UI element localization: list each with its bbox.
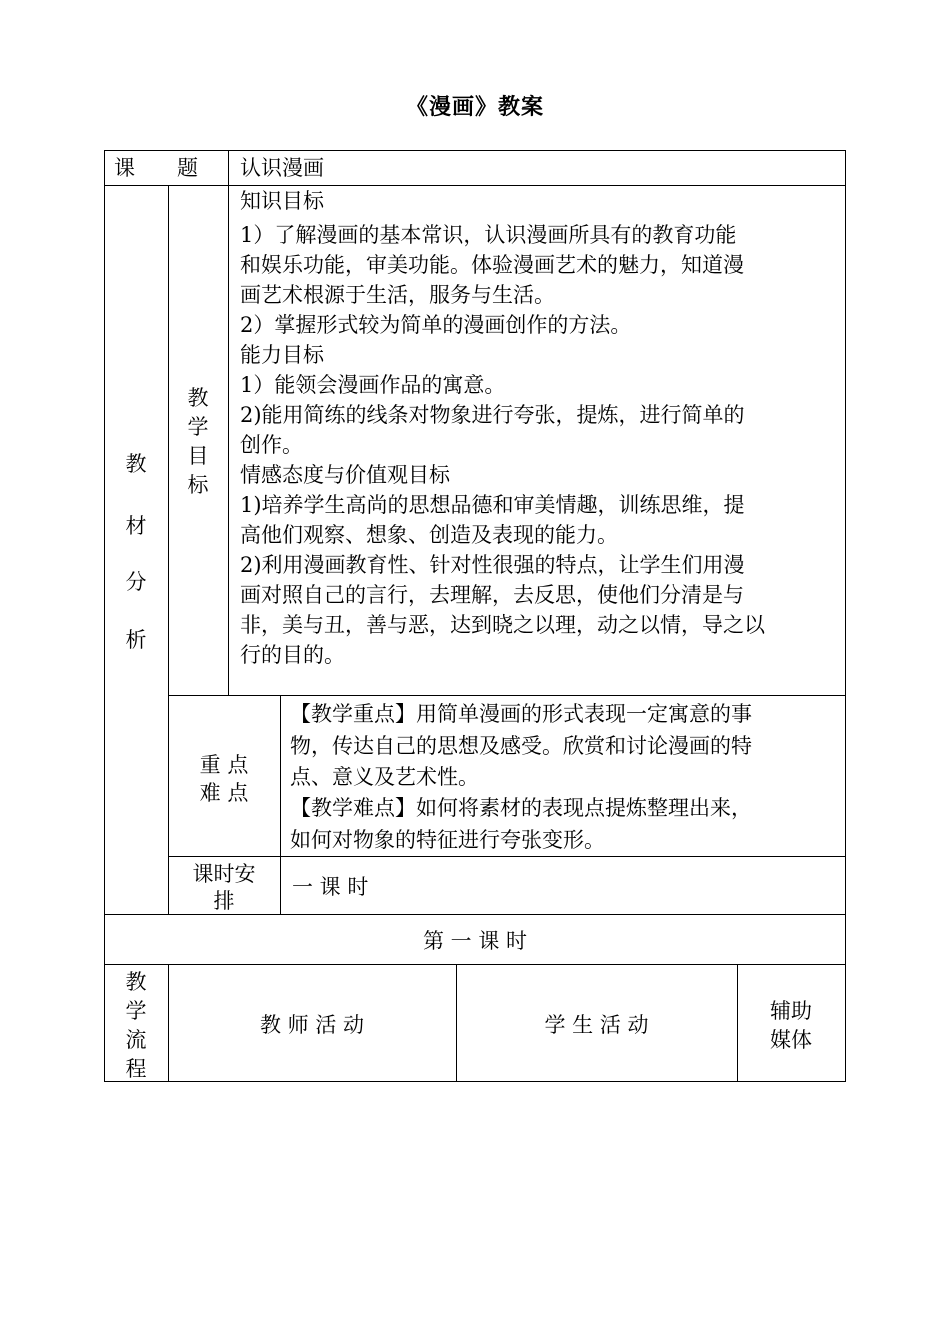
lesson-header: 第 一 课 时 <box>422 929 528 953</box>
schedule-label: 课时安 <box>192 862 256 886</box>
goals-line: 1）能领会漫画作品的寓意。 <box>240 373 506 397</box>
student-activity-header: 学 生 活 动 <box>544 1013 649 1037</box>
flow-char: 教 <box>125 970 147 994</box>
schedule-value: 一 课 时 <box>292 875 369 899</box>
subject-value: 认识漫画 <box>240 156 324 180</box>
media-header: 辅助 <box>770 999 812 1023</box>
keypoints-line: 物，传达自己的思想及感受。欣赏和讨论漫画的特 <box>290 734 752 758</box>
flow-char: 流 <box>125 1028 147 1052</box>
goals-line: 创作。 <box>240 433 303 457</box>
keypoints-label: 重 点 <box>199 753 249 777</box>
analysis-char: 分 <box>125 570 147 594</box>
goals-line: 1)培养学生高尚的思想品德和审美情趣，训练思维，提 <box>240 493 745 517</box>
goals-line: 知识目标 <box>240 189 324 213</box>
subject-label: 课 题 <box>114 156 198 180</box>
media-header: 媒体 <box>770 1028 812 1052</box>
schedule-label: 排 <box>213 889 235 913</box>
goals-line: 2)利用漫画教育性、针对性很强的特点，让学生们用漫 <box>240 553 745 577</box>
goals-line: 2）掌握形式较为简单的漫画创作的方法。 <box>240 313 632 337</box>
teacher-activity-header: 教 师 活 动 <box>259 1013 365 1037</box>
goals-line: 非，美与丑，善与恶，达到晓之以理，动之以情，导之以 <box>240 613 765 637</box>
page-title: 《漫画》教案 <box>405 94 544 120</box>
goals-line: 画对照自己的言行，去理解，去反思，使他们分清是与 <box>240 583 744 607</box>
goals-line: 能力目标 <box>240 343 324 367</box>
analysis-char: 材 <box>125 514 147 538</box>
keypoints-line: 【教学难点】如何将素材的表现点提炼整理出来， <box>290 796 752 820</box>
goals-char: 目 <box>187 444 209 468</box>
goals-char: 学 <box>187 415 209 439</box>
goals-line: 行的目的。 <box>240 643 345 667</box>
goals-line: 1）了解漫画的基本常识，认识漫画所具有的教育功能 <box>240 223 737 247</box>
goals-char: 标 <box>187 473 209 497</box>
keypoints-line: 点、意义及艺术性。 <box>290 765 479 789</box>
flow-char: 学 <box>125 999 147 1023</box>
goals-line: 2)能用简练的线条对物象进行夸张，提炼，进行简单的 <box>240 403 745 427</box>
goals-char: 教 <box>187 386 209 410</box>
goals-line: 画艺术根源于生活，服务与生活。 <box>240 283 555 307</box>
keypoints-label: 难 点 <box>199 781 249 805</box>
goals-line: 和娱乐功能，审美功能。体验漫画艺术的魅力，知道漫 <box>240 253 744 277</box>
analysis-char: 教 <box>125 452 147 476</box>
keypoints-line: 如何对物象的特征进行夸张变形。 <box>290 828 605 852</box>
goals-line: 情感态度与价值观目标 <box>240 463 450 487</box>
goals-line: 高他们观察、想象、创造及表现的能力。 <box>240 523 618 547</box>
keypoints-line: 【教学重点】用简单漫画的形式表现一定寓意的事 <box>290 702 752 726</box>
analysis-char: 析 <box>125 628 147 652</box>
flow-char: 程 <box>125 1057 147 1081</box>
